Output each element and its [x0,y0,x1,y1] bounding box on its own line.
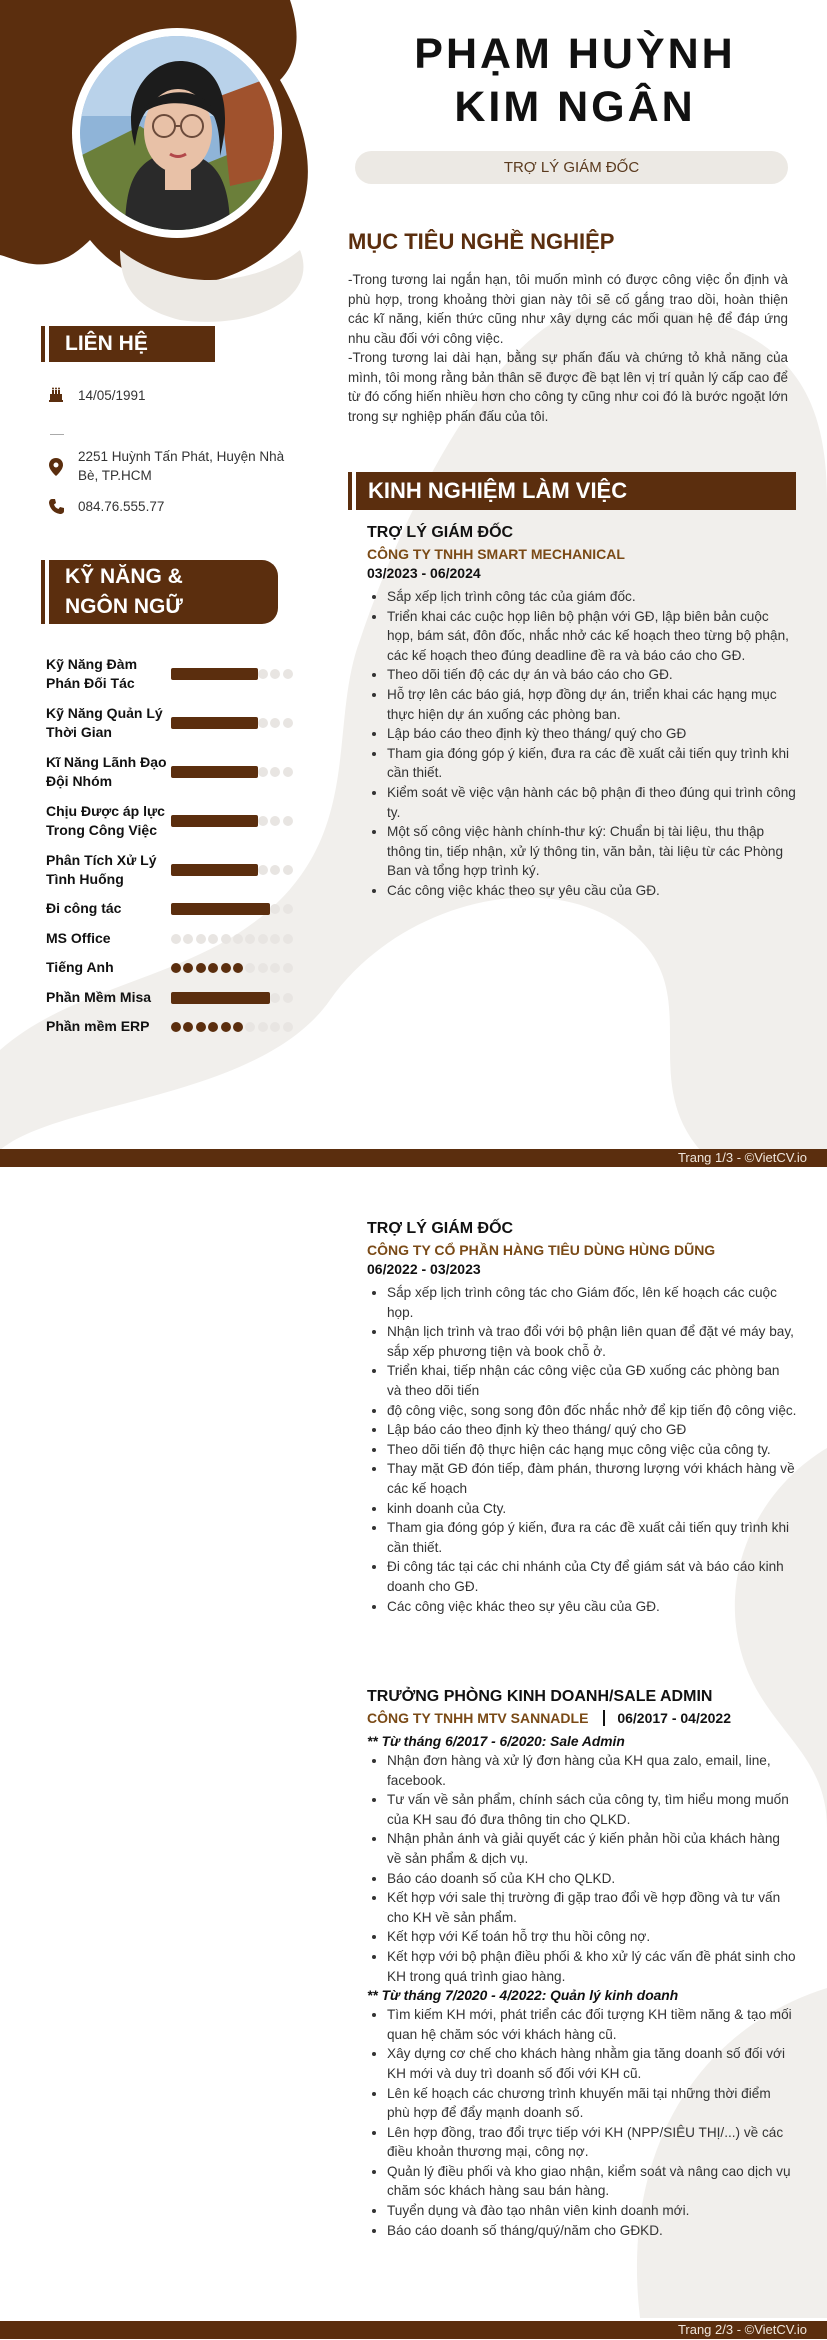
experience-title: KINH NGHIỆM LÀM VIỆC [368,478,628,503]
skill-dot [283,816,293,826]
name-line-1: PHẠM HUỲNH [414,30,736,78]
skill-dot [283,865,293,875]
duty-item: • Tuyển dụng và đào tạo nhân viên kinh doanh mới. [387,2201,797,2221]
skill-dot [283,993,293,1003]
skill-name: Kỹ Năng Đàm Phán Đối Tác [46,656,138,691]
duty-item: • Báo cáo doanh số của KH cho QLKD. [387,1869,797,1889]
skill-dot [258,816,268,826]
skill-dot [283,904,293,914]
duty-item: • độ công việc, song song đôn đốc nhắc nhở để kịp tiến độ công việc. [387,1401,797,1421]
skill-dot [283,1022,293,1032]
skill-dot [283,963,293,973]
job-2 [367,1220,797,1616]
cv-page-2 [0,1168,827,2340]
skills-title [45,560,278,624]
page-2-footer: Trang 2/3 - ©VietCV.io [0,2321,827,2339]
period-label: ** Từ tháng 7/2020 - 4/2022: Quản lý kinh doanh [367,1988,679,2004]
skill-dot [171,934,181,944]
job-company: CÔNG TY TNHH MTV SANNADLE [367,1710,589,1726]
skill-dot [258,669,268,679]
skill-dot [196,963,206,973]
job-company-row [367,1710,797,1728]
skill-dot [196,934,206,944]
duty-item: • kinh doanh của Cty. [387,1499,797,1519]
duty-item: • Hỗ trợ lên các báo giá, hợp đồng dự án, triển khai các hạng mục thực hiện dự án xuống các phòng ban. [387,685,797,724]
avatar-frame [72,28,282,238]
duty-item: • Triển khai, tiếp nhận các công việc của GĐ xuống các phòng ban và theo dõi tiến [387,1361,797,1400]
duty-item: • Nhận đơn hàng và xử lý đơn hàng của KH qua zalo, email, line, facebook. [387,1751,797,1790]
duty-item: • Báo cáo doanh số tháng/quý/năm cho GĐKD. [387,2221,797,2241]
skills-title-line-2: NGÔN NGỮ [65,595,183,618]
duty-item: • Một số công việc hành chính-thư ký: Chuẩn bị tài liệu, thu thập thông tin, tiếp nhận, xử lý thông tin, văn bản, tài liệu từ các Phòng Ban và tổng hợp trình ký. [387,822,797,881]
skill-name: Đi công tác [46,900,122,916]
duty-item: • Tham gia đóng góp ý kiến, đưa ra các đề xuất cải tiến quy trình khi cần thiết. [387,1518,797,1557]
page-1-footer: Trang 1/3 - ©VietCV.io [0,1149,827,1167]
skill-name: Phân Tích Xử Lý Tình Huống [46,852,157,887]
duty-item: • Kết hợp với bộ phận điều phối & kho xử lý các vấn đề phát sinh cho KH trong quá trình giao hàng. [387,1947,797,1986]
skill-level-fill [171,864,258,876]
skill-dot [258,865,268,875]
job-title: TRỢ LÝ GIÁM ĐỐC [367,524,514,541]
skills-title-line-1: KỸ NĂNG & [65,565,183,588]
birthday-cake-icon [48,386,64,402]
skill-dot [258,963,268,973]
job-dates: 06/2017 - 04/2022 [617,1710,731,1726]
skill-dot [283,669,293,679]
job-company: CÔNG TY CỔ PHẦN HÀNG TIÊU DÙNG HÙNG DŨNG [367,1242,716,1258]
duty-item: • Quản lý điều phối và kho giao nhận, kiểm soát và nâng cao dịch vụ chăm sóc khách hàng sau bán hàng. [387,2162,797,2201]
name-line-2: KIM NGÂN [454,83,696,131]
skill-dot [283,718,293,728]
job-duties [367,2005,797,2240]
skill-dot [258,718,268,728]
skill-name: Kĩ Năng Lãnh Đạo Đội Nhóm [46,754,167,789]
job-duties [367,1283,797,1616]
duty-item: • Nhận lịch trình và trao đổi với bộ phận liên quan để đặt vé máy bay, sắp xếp phương tiện và book chỗ ở. [387,1322,797,1361]
objective-text: -Trong tương lai ngắn hạn, tôi muốn mình có được công việc ổn định và phù hợp, trong khoảng thời gian này tôi sẽ cố gắng trao dồi, hoàn thiện các kĩ năng, kiến thức cũng như xây dựng các mối quan hệ để đáp ứng nhu cầu đối với công việc. -Trong tương lai dài hạn, bằng sự phấn đấu và chứng tỏ khả năng của mình, tôi mong rằng bản thân sẽ được đề bạt lên vị trí quản lý cấp cao để từ đó cống hiến nhiều hơn cho công ty cũng như coi đó là bước ngoặt lớn trong sự nghiệp phấn đấu của tôi. [348,272,788,424]
skill-level-fill [171,992,270,1004]
period-label: ** Từ tháng 6/2017 - 6/2020: Sale Admin [367,1734,625,1749]
skill-dot [283,767,293,777]
skill-level-fill [171,668,258,680]
job-title: TRƯỞNG PHÒNG KINH DOANH/SALE ADMIN [367,1688,713,1705]
skill-dot [258,934,268,944]
duty-item: • Kiểm soát về việc vận hành các bộ phận đi theo đúng qui trình công ty. [387,783,797,822]
duty-item: • Lên kế hoạch các chương trình khuyến mãi tại những thời điểm phù hợp để đẩy mạnh doanh số. [387,2084,797,2123]
job-dates: 03/2023 - 06/2024 [367,565,481,581]
duty-item: • Sắp xếp lịch trình công tác cho Giám đốc, lên kế hoạch các cuộc họp. [387,1283,797,1322]
skill-name: Kỹ Năng Quản Lý Thời Gian [46,705,163,740]
job-duties [367,1751,797,1986]
duty-item: • Theo dõi tiến độ các dự án và báo cáo cho GĐ. [387,665,797,685]
duty-item: • Thay mặt GĐ đón tiếp, đàm phán, thương lượng với khách hàng về các kế hoạch [387,1459,797,1498]
skill-dot [233,934,243,944]
skill-dot [283,934,293,944]
duty-item: • Lên hợp đồng, trao đổi trực tiếp với KH (NPP/SIÊU THỊ/...) về các điều khoản thương mại, công nợ. [387,2123,797,2162]
skill-dot [171,963,181,973]
address: 2251 Huỳnh Tấn Phát, Huyện Nhà Bè, TP.HCM [78,449,285,483]
duty-item: • Các công việc khác theo sự yêu cầu của GĐ. [387,1597,797,1617]
skill-name: Phần mềm ERP [46,1018,150,1034]
skill-dot [233,963,243,973]
contact-title: LIÊN HỆ [45,326,215,362]
skill-name: Tiếng Anh [46,959,114,975]
duty-item: • Lập báo cáo theo định kỳ theo tháng/ quý cho GĐ [387,1420,797,1440]
job-title: TRỢ LÝ GIÁM ĐỐC [367,1220,514,1237]
candidate-name [350,28,800,134]
objective-title: MỤC TIÊU NGHỀ NGHIỆP [348,229,615,254]
separator [603,1710,605,1726]
skill-dot [233,1022,243,1032]
duty-item: • Xây dựng cơ chế cho khách hàng nhằm gia tăng doanh số đối với KH mới và duy trì doanh số đối với KH cũ. [387,2044,797,2083]
job-duties [367,587,797,901]
duty-item: • Tư vấn về sản phẩm, chính sách của công ty, tìm hiểu mong muốn của KH sau đó đưa thông tin cho QLKD. [387,1790,797,1829]
experience-header [352,472,796,510]
skill-dot [196,1022,206,1032]
duty-item: • Kết hợp với Kế toán hỗ trợ thu hồi công nợ. [387,1927,797,1947]
skill-dot [221,963,231,973]
phone: 084.76.555.77 [78,499,165,514]
skill-level-fill [171,717,258,729]
skill-name: MS Office [46,930,111,946]
skill-level-fill [171,815,258,827]
duty-item: • Tham gia đóng góp ý kiến, đưa ra các đề xuất cải tiến quy trình khi cần thiết. [387,744,797,783]
skill-dot [258,767,268,777]
skill-name: Phần Mềm Misa [46,989,152,1005]
skill-dot [258,1022,268,1032]
duty-item: • Sắp xếp lịch trình công tác của giám đốc. [387,587,797,607]
location-pin-icon [49,458,63,476]
duty-item: • Triển khai các cuộc họp liên bộ phận với GĐ, lập biên bản cuộc họp, bám sát, đôn đốc, nhắc nhở các kế hoạch theo từng bộ phận, các kế hoạch theo đúng deadline đề ra và báo cáo cho GĐ. [387,607,797,666]
duty-item: • Kết hợp với sale thị trường đi gặp trao đổi về hợp đồng và tư vấn cho KH về sản phẩm. [387,1888,797,1927]
skill-name: Chịu Được áp lực Trong Công Việc [46,803,165,838]
duty-item: • Tìm kiếm KH mới, phát triển các đối tượng KH tiềm năng & tạo mối quan hệ chăm sóc với khách hàng cũ. [387,2005,797,2044]
duty-item: • Lập báo cáo theo định kỳ theo tháng/ quý cho GĐ [387,724,797,744]
skill-dot [171,1022,181,1032]
position-badge: TRỢ LÝ GIÁM ĐỐC [355,151,788,184]
job-company: CÔNG TY TNHH SMART MECHANICAL [367,546,625,562]
contact-divider [50,434,64,435]
avatar [80,36,274,230]
duty-item: • Các công việc khác theo sự yêu cầu của GĐ. [387,881,797,901]
skill-level-fill [171,903,270,915]
job-dates: 06/2022 - 03/2023 [367,1261,481,1277]
skill-level-fill [171,766,258,778]
duty-item: • Theo dõi tiến độ thực hiện các hạng mục công việc của công ty. [387,1440,797,1460]
skill-dot [221,934,231,944]
duty-item: • Nhận phản ánh và giải quyết các ý kiến phản hồi của khách hàng về sản phẩm & dịch vụ. [387,1829,797,1868]
birthday: 14/05/1991 [78,388,146,403]
skill-dot [221,1022,231,1032]
duty-item: • Đi công tác tại các chi nhánh của Cty để giám sát và báo cáo kinh doanh cho GĐ. [387,1557,797,1596]
phone-icon [49,499,64,514]
job-3 [367,1688,797,2240]
job-1 [367,524,797,901]
